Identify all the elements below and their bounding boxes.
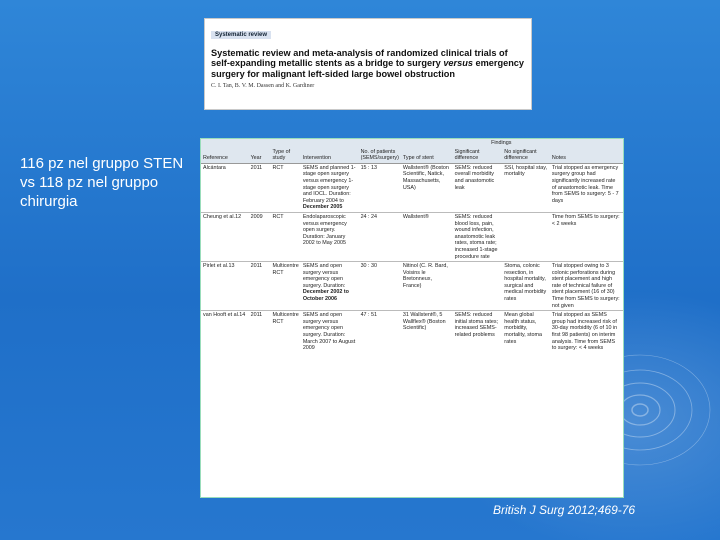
- systematic-review-tag: Systematic review: [211, 31, 271, 39]
- cell-significant: SEMS: reduced overall morbidity and anastomotic leak: [453, 163, 503, 212]
- table-row: [201, 212, 623, 261]
- left-caption: 116 pz nel gruppo STEN vs 118 pz nel gruppo chirurgia: [20, 155, 184, 210]
- cell-notes: Trial stopped owing to 3 colonic perforations during stent placement and high rate of technical failure of stent placement (16 of 30) Time from SEMS to surgery: not given: [550, 262, 623, 311]
- cell-intervention: [301, 163, 359, 212]
- cell-notes: Trial stopped as SEMS group had increased risk of 30-day morbidity (6 of 10 in first 98 patients) on interim analysis. Time from SEMS to surgery: < 4 weeks: [551, 312, 618, 352]
- cell-intervention: [301, 212, 359, 261]
- cell-patients: 30 : 30: [359, 262, 401, 311]
- cell-study: RCT: [270, 212, 300, 261]
- cell-significant: SEMS: reduced initial stoma rates; increased SEMS-related problems: [454, 312, 499, 339]
- cell-reference: Pirlet et al.13: [201, 262, 249, 311]
- cell-reference: Cheung et al.12: [201, 212, 249, 261]
- cell-intervention-text: SEMS and open surgery versus emergency open surgery. Duration:: [302, 263, 346, 289]
- cell-intervention-date: December 2005: [302, 204, 343, 211]
- col-header-type-of-study: Type of study: [270, 148, 300, 164]
- col-header-no-significant-difference: No significant difference: [502, 148, 550, 164]
- cell-patients: 24 : 24: [359, 212, 401, 261]
- cell-nonsignificant: SSI, hospital stay, mortality: [502, 163, 550, 212]
- cell-intervention-text: SEMS and planned 1-stage open surgery versus emergency 1-stage open surgery and IOCL. Duration: February 2004 to: [302, 164, 356, 204]
- findings-table: [201, 139, 623, 353]
- cell-intervention: [301, 262, 359, 311]
- table-row: [201, 163, 623, 212]
- cell-intervention: [301, 311, 359, 353]
- cell-notes: Time from SEMS to surgery: < 2 weeks: [550, 212, 623, 261]
- cell-nonsignificant: Stoma, colonic resection, in hospital mortality, surgical and medical morbidity rates: [502, 262, 550, 311]
- cell-study: Multicentre RCT: [272, 312, 299, 325]
- cell-significant: SEMS: reduced blood loss, pain, wound infection, anastomotic leak rates, stoma rate; increased 1-stage procedure rate: [453, 212, 503, 261]
- col-header-intervention: Intervention: [301, 148, 359, 164]
- col-header-no-of-patients: No. of patients (SEMS/surgery): [359, 148, 401, 164]
- cell-intervention-text: SEMS and open surgery versus emergency open surgery. Duration: March 2007 to August 2009: [302, 312, 356, 352]
- paper-header-image: [204, 18, 532, 110]
- cell-stent: Nitinol (C. R. Bard, Voisins le Bretonneux, France): [401, 262, 453, 311]
- cell-nonsignificant: [502, 212, 550, 261]
- cell-intervention-text: Endolaparoscopic versus emergency open surgery. Duration: January 2002 to May 2005: [302, 213, 347, 247]
- paper-title-part1: Systematic review and meta-analysis of randomized clinical trials of self-expanding metallic stents as a bridge to surgery: [211, 48, 508, 69]
- findings-group-header: Findings: [453, 139, 550, 148]
- col-header-notes: Notes: [550, 148, 623, 164]
- cell-stent: Wallstent®: [401, 212, 453, 261]
- cell-stent: Wallstent® (Boston Scientific, Natick, Massachusetts, USA): [401, 163, 453, 212]
- col-header-type-of-stent: Type of stent: [401, 148, 453, 164]
- cell-patients: 47 : 51: [360, 312, 378, 319]
- table-row: [201, 262, 623, 311]
- cell-notes: Trial stopped as emergency surgery group had significantly increased rate of anastomotic leak. Time from SEMS to surgery: 5 - 7 days: [550, 163, 623, 212]
- col-header-significant-difference: Significant difference: [453, 148, 503, 164]
- citation: British J Surg 2012;469-76: [493, 503, 636, 517]
- findings-table-image: [200, 138, 624, 498]
- cell-year: 2011: [249, 163, 271, 212]
- paper-title-part2: emergency surgery for malignant left-sided large bowel obstruction: [211, 58, 525, 79]
- cell-year: 2011: [249, 262, 271, 311]
- cell-reference: Alcántara: [201, 163, 249, 212]
- cell-year: 2009: [249, 212, 271, 261]
- cell-study: RCT: [270, 163, 300, 212]
- cell-stent: 31 Wallstent®, 5 Wallflex® (Boston Scientific): [402, 312, 446, 332]
- table-row: [201, 311, 623, 353]
- cell-year: 2011: [250, 312, 263, 319]
- cell-patients: 15 : 13: [359, 163, 401, 212]
- col-header-year: Year: [249, 148, 271, 164]
- cell-study: Multicentre RCT: [270, 262, 300, 311]
- cell-nonsignificant: Mean global health status, morbidity, mortality, stoma rates: [504, 312, 542, 345]
- cell-intervention-date: December 2002 to October 2006: [302, 289, 349, 303]
- cell-reference: van Hooft et al.14: [203, 312, 246, 319]
- cell-significant: [453, 262, 503, 311]
- col-header-reference: Reference: [201, 148, 249, 164]
- paper-authors: C. I. Tan, B. V. M. Dassen and K. Gardiner: [211, 82, 315, 89]
- paper-title-italic: versus: [443, 58, 473, 69]
- paper-title: [211, 48, 525, 79]
